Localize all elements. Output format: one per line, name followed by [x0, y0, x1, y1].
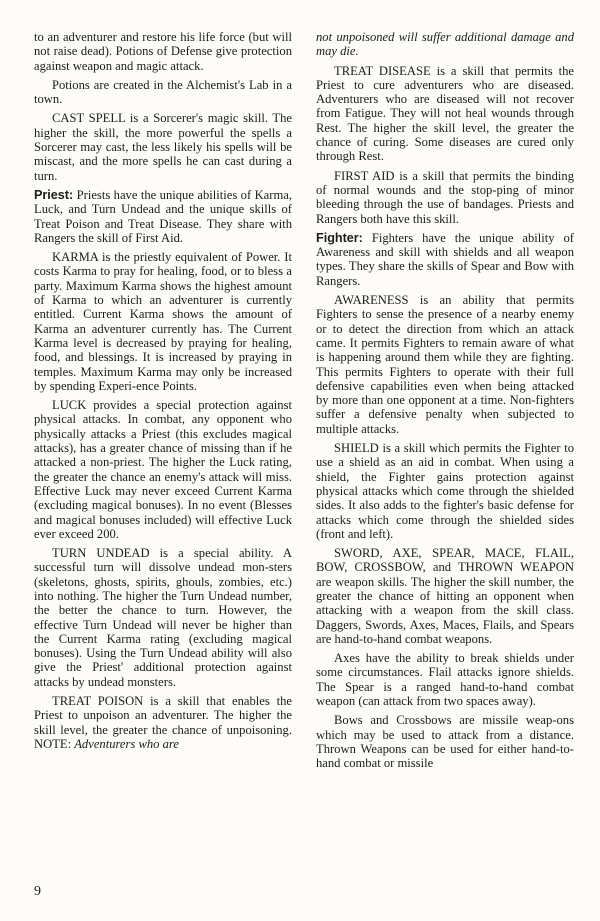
priest-intro-text: Priests have the unique abilities of Karma, Luck, and Turn Undead and the unique skills of Treat Poison and Treat Disease. They share with Rangers the skill of First Aid. [34, 187, 292, 245]
treat-poison-text: TREAT POISON is a skill that enables the Priest to unpoison an adventurer. The higher the skill level, the greater the chance of unpoisoning. NOTE: [34, 694, 292, 751]
left-column [34, 30, 292, 756]
paragraph-note-continued: not unpoisoned will suffer additional damage and may die. [316, 30, 574, 59]
priest-heading: Priest: [34, 187, 74, 202]
paragraph-treat-disease: TREAT DISEASE is a skill that permits the Priest to cure adventurers who are diseased. Adventurers who are diseased will not recover from Fatigue. They will not heal wounds through Rest. The higher the skill level, the greater the chance of curing. Some diseases are cured only through Rest. [316, 63, 574, 164]
paragraph-treat-poison [34, 694, 292, 751]
paragraph-bows: Bows and Crossbows are missile weap-ons which may be used to attack from a distance. Thrown Weapons can be used for either hand-to-hand combat or missile [316, 713, 574, 771]
paragraph-potions-continued: to an adventurer and restore his life force (but will not raise dead). Potions of Defense give protection against weapon and magic attack. [34, 30, 292, 73]
paragraph-potions-lab: Potions are created in the Alchemist's Lab in a town. [34, 77, 292, 107]
fighter-heading: Fighter: [316, 230, 363, 245]
paragraph-awareness: AWARENESS is an ability that permits Fighters to sense the presence of a nearby enemy or to detect the direction from which an attack came. It permits Fighters to remain aware of what is happening around them while they are fighting. This permits Fighters to operate with their full defensive capabilities even when being attacked by more than one opponent at a time. Non-fighters suffer a defensive penalty when subjected to multiple attacks. [316, 293, 574, 436]
page-number: 9 [34, 884, 41, 899]
paragraph-fighter [316, 231, 574, 288]
paragraph-luck: LUCK provides a special protection against physical attacks. In combat, any opponent who physically attacks a Priest (this excludes magical attacks), has a greater chance of missing than if he attacked a non-priest. The higher the Luck rating, the greater the chance an enemy's attack will miss. Effective Luck may never exceed Current Karma (excluding magical bonuses). In no event (Blesses and magical bonuses included) will effective Luck ever exceed 200. [34, 398, 292, 541]
right-column [316, 30, 574, 776]
paragraph-axes: Axes have the ability to break shields under some circumstances. Flail attacks ignore shields. The Spear is a ranged hand-to-hand combat weapon (can attack from two spaces away). [316, 651, 574, 709]
paragraph-turn-undead: TURN UNDEAD is a special ability. A successful turn will dissolve undead mon-sters (skeletons, ghosts, spirits, ghouls, zombies, etc.) into nothing. The higher the Turn Undead number, the better the chance to turn. However, the effective Turn Undead will never be higher than the Current Karma rating (excluding magical bonuses). Using the Turn Undead ability will also give the Priest' additional protection against attacks by undead monsters. [34, 546, 292, 689]
fighter-intro-text: Fighters have the unique ability of Awareness and skill with shields and all weapon types. They share the skills of Spear and Bow with Rangers. [316, 230, 574, 288]
paragraph-shield: SHIELD is a skill which permits the Fighter to use a shield as an aid in combat. When using a shield, the Fighter gains protection against physical attacks which come through the shielded sides. It also adds to the fighter's basic defense for attacks which come through the shielded sides (front and left). [316, 441, 574, 541]
paragraph-weapon-skills: SWORD, AXE, SPEAR, MACE, FLAIL, BOW, CROSSBOW, and THROWN WEAPON are weapon skills. The higher the skill number, the greater the chance of hitting an opponent when attacking with a weapon from the skill class. Daggers, Swords, Axes, Maces, Flails, and Spears are hand-to-hand combat weapons. [316, 546, 574, 646]
treat-poison-note: Adventurers who are [74, 736, 179, 751]
paragraph-karma: KARMA is the priestly equivalent of Power. It costs Karma to pray for healing, food, or to bless a party. Maximum Karma shows the highest amount of Karma to which an adventurer is currently entitled. Current Karma shows the amount of Karma an adventurer currently has. The Current Karma level is decreased by praying for healing, food, and blessings. It is increased by praying in temples. Maximum Karma may only be increased by spending Experi-ence Points. [34, 250, 292, 393]
paragraph-cast-spell: CAST SPELL is a Sorcerer's magic skill. The higher the skill, the more powerful the spells a Sorcerer may cast, the less likely his spells will be miscast, and the more spells he can cast during a turn. [34, 111, 292, 183]
paragraph-priest [34, 188, 292, 245]
paragraph-first-aid: FIRST AID is a skill that permits the binding of normal wounds and the stop-ping of minor bleeding through the use of bandages. Priests and Rangers both have this skill. [316, 168, 574, 226]
